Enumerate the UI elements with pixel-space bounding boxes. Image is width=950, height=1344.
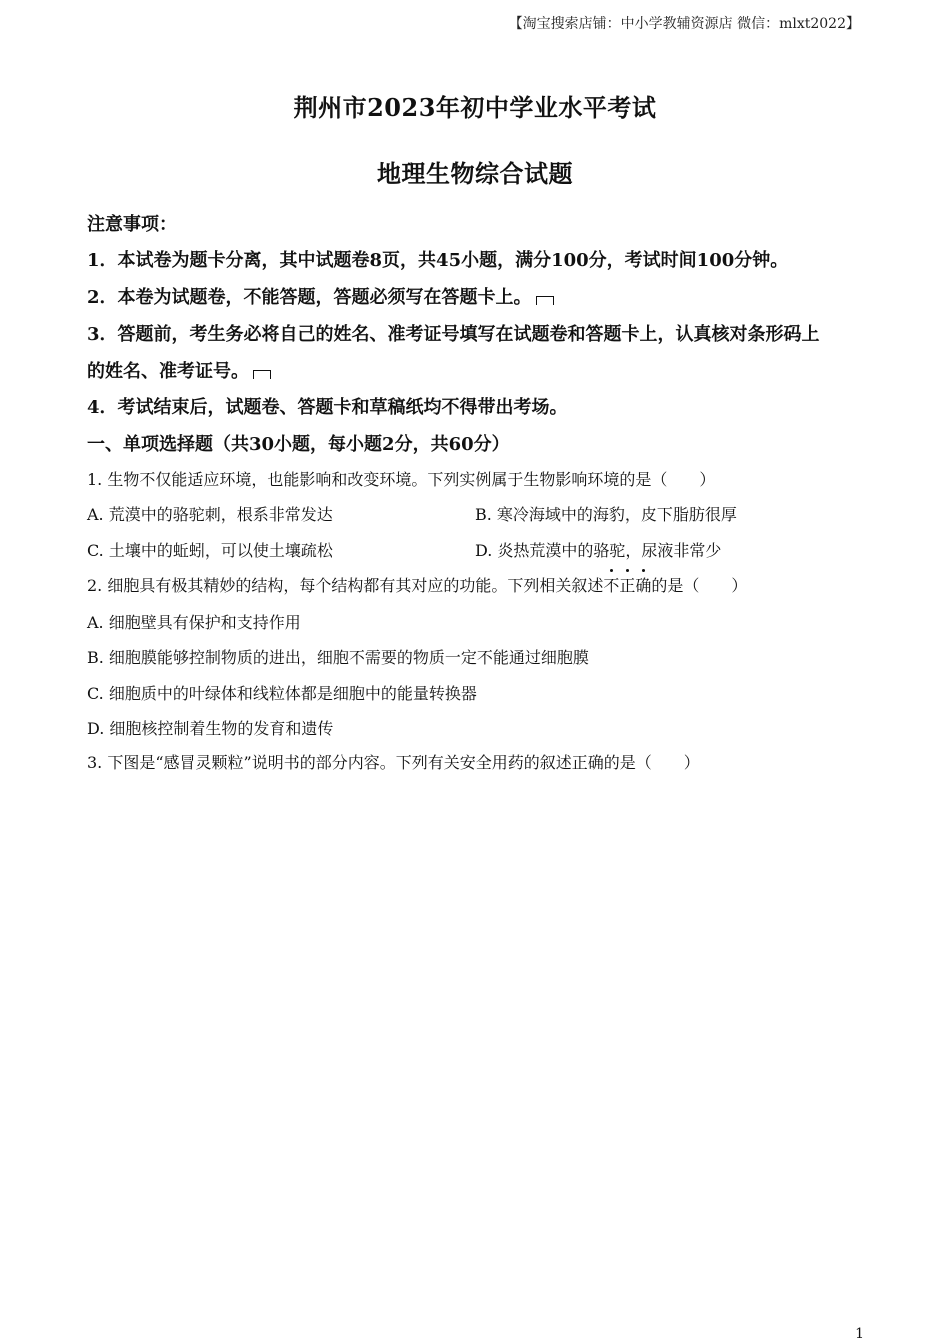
notice-item-3-cont: [87, 357, 271, 383]
blank-mark: [253, 370, 271, 379]
notice-item-1: 1．本试卷为题卡分离，其中试题卷8页，共45小题，满分100分，考试时间100分钟。: [87, 250, 789, 271]
exam-subtitle: 地理生物综合试题: [377, 159, 573, 188]
q2-option-b: B. 细胞膜能够控制物质的进出，细胞不需要的物质一定不能通过细胞膜: [87, 648, 589, 667]
notice-item-3: 3．答题前，考生务必将自己的姓名、准考证号填写在试题卷和答题卡上，认真核对条形码上: [87, 324, 820, 345]
q1-option-c: C. 土壤中的蚯蚓，可以使土壤疏松: [87, 541, 333, 560]
q1-option-d: D. 炎热荒漠中的骆驼，尿液非常少: [475, 541, 722, 560]
page-number: 1: [855, 1326, 864, 1342]
q2-stem-post: 的是（ ）: [651, 576, 748, 595]
exam-title: 荆州市2023年初中学业水平考试: [293, 93, 657, 122]
notice-heading: 注意事项：: [87, 214, 177, 235]
notice-item-2: [87, 283, 554, 309]
q2-option-c: C. 细胞质中的叶绿体和线粒体都是细胞中的能量转换器: [87, 684, 477, 703]
header-note: 【淘宝搜索店铺：中小学教辅资源店 微信：mlxt2022】: [508, 16, 860, 32]
q1-stem: 1. 生物不仅能适应环境，也能影响和改变环境。下列实例属于生物影响环境的是（ ）: [87, 470, 716, 489]
q2-stem: [87, 573, 747, 596]
q2-option-a: A. 细胞壁具有保护和支持作用: [87, 613, 301, 632]
q1-option-b: B. 寒冷海域中的海豹，皮下脂肪很厚: [475, 505, 737, 524]
notice-item-4: 4．考试结束后，试题卷、答题卡和草稿纸均不得带出考场。: [87, 397, 568, 418]
emphasis-char: 确: [635, 573, 651, 596]
section-heading: 一、单项选择题（共30小题，每小题2分，共60分）: [87, 434, 510, 455]
emphasis-char: 正: [619, 573, 635, 596]
notice-item-3-cont-text: 的姓名、准考证号。: [87, 361, 249, 382]
blank-mark: [536, 296, 554, 305]
emphasis-char: 不: [603, 573, 619, 596]
q2-option-d: D. 细胞核控制着生物的发育和遗传: [87, 719, 334, 738]
notice-item-2-text: 2．本卷为试题卷，不能答题，答题必须写在答题卡上。: [87, 287, 532, 308]
q2-stem-pre: 2. 细胞具有极其精妙的结构，每个结构都有其对应的功能。下列相关叙述: [87, 576, 604, 595]
q1-option-a: A. 荒漠中的骆驼刺，根系非常发达: [87, 505, 333, 524]
q3-stem: 3. 下图是“感冒灵颗粒”说明书的部分内容。下列有关安全用药的叙述正确的是（ ）: [87, 753, 700, 772]
